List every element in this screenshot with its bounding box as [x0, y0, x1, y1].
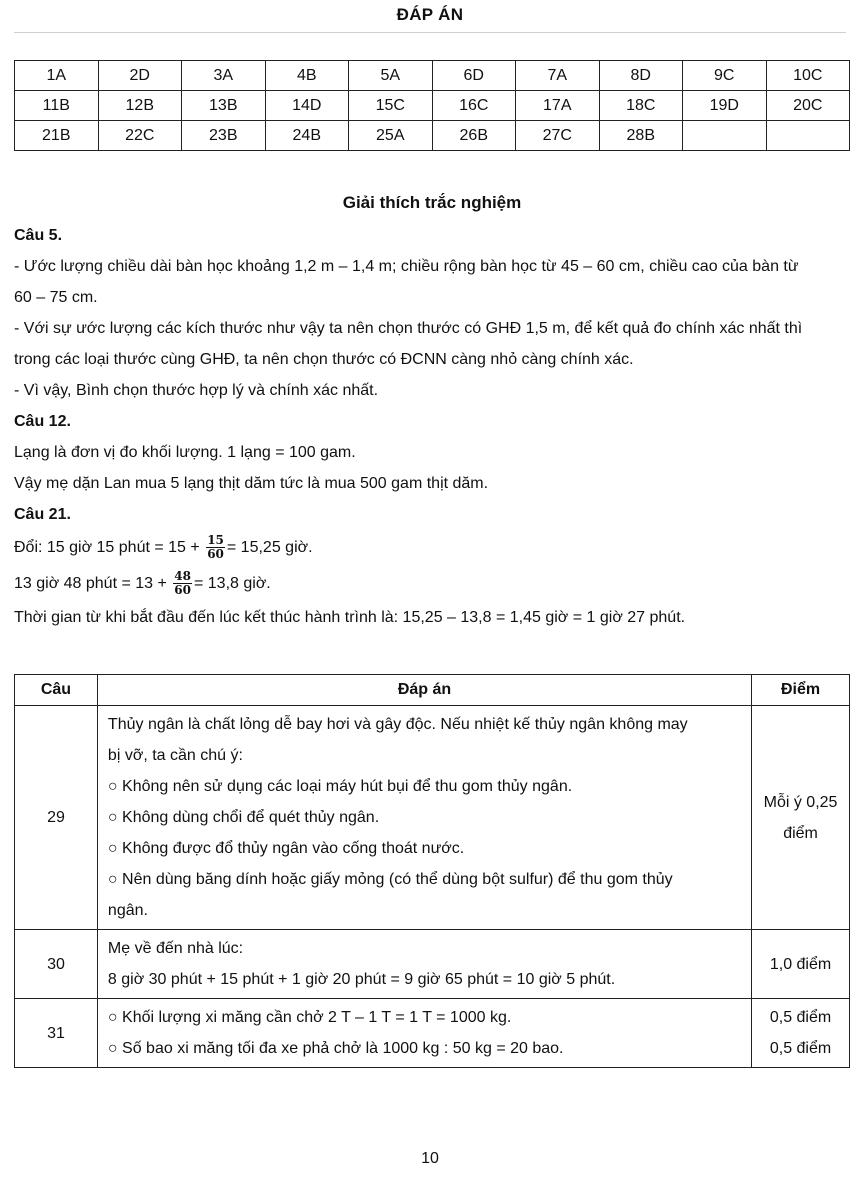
q5-line: - Vì vậy, Bình chọn thước hợp lý và chính xác nhất.	[14, 382, 379, 399]
answer-line: ○ Khối lượng xi măng cần chở 2 T – 1 T = 1 T = 1000 kg.	[107, 1009, 512, 1026]
q21-heading: Câu 21.	[14, 506, 71, 523]
answer-cell: 16C	[432, 91, 516, 121]
q5-line: trong các loại thước cùng GHĐ, ta nên chọn thước có ĐCNN càng nhỏ càng chính xác.	[14, 351, 634, 368]
answer-cell: 17A	[516, 91, 600, 121]
answer-line: ○ Không được đổ thủy ngân vào cống thoát nước.	[107, 840, 465, 857]
answer-content	[97, 999, 751, 1068]
scoring-header-row	[15, 675, 850, 706]
answer-content	[97, 706, 751, 930]
fraction-numerator: 15	[207, 533, 224, 548]
fraction-denominator: 60	[174, 583, 191, 598]
answer-line: Mẹ về đến nhà lúc:	[107, 940, 244, 957]
answer-cell: 21B	[15, 121, 99, 151]
answer-cell: 2D	[98, 61, 182, 91]
answer-cell: 4B	[265, 61, 349, 91]
score-cell	[752, 999, 850, 1068]
q5-line: - Với sự ước lượng các kích thước như vậy ta nên chọn thước có GHĐ 1,5 m, để kết quả đo chính xác nhất thì	[14, 320, 803, 337]
answer-cell	[683, 121, 767, 151]
scoring-row	[15, 706, 850, 930]
answer-cell: 8D	[599, 61, 683, 91]
score-line: điểm	[783, 824, 818, 842]
answer-line: ○ Số bao xi măng tối đa xe phả chở là 1000 kg : 50 kg = 20 bao.	[107, 1040, 564, 1057]
q21-conversion-line-2	[14, 566, 850, 602]
answer-cell: 20C	[766, 91, 850, 121]
answer-cell: 9C	[683, 61, 767, 91]
answer-line: ○ Nên dùng băng dính hoặc giấy mỏng (có thể dùng bột sulfur) để thu gom thủy	[107, 871, 673, 888]
scoring-body	[15, 706, 850, 1068]
score-line: 0,5 điểm	[769, 1040, 832, 1057]
q21-line2-suffix: = 13,8 giờ.	[193, 575, 271, 592]
q5-line: - Ước lượng chiều dài bàn học khoảng 1,2 m – 1,4 m; chiều rộng bàn học từ 45 – 60 cm, chiều cao của bàn từ	[14, 258, 799, 275]
answer-cell: 5A	[349, 61, 433, 91]
q12-line: Vậy mẹ dặn Lan mua 5 lạng thịt dăm tức là mua 500 gam thịt dăm.	[14, 475, 489, 492]
answer-key-table	[14, 60, 850, 151]
answer-cell: 23B	[182, 121, 266, 151]
answer-cell: 26B	[432, 121, 516, 151]
answer-cell: 18C	[599, 91, 683, 121]
answer-key-body	[15, 61, 850, 151]
fraction-numerator: 48	[174, 569, 191, 584]
answer-row	[15, 61, 850, 91]
page-number: 10	[421, 1150, 439, 1167]
answer-cell: 7A	[516, 61, 600, 91]
answer-line: 8 giờ 30 phút + 15 phút + 1 giờ 20 phút = 9 giờ 65 phút = 10 giờ 5 phút.	[107, 971, 616, 988]
q12-line: Lạng là đơn vị đo khối lượng. 1 lạng = 100 gam.	[14, 444, 356, 461]
answer-line: bị vỡ, ta cần chú ý:	[107, 747, 243, 764]
answer-cell: 27C	[516, 121, 600, 151]
answer-content	[97, 930, 751, 999]
answer-cell: 25A	[349, 121, 433, 151]
answer-line: ○ Không nên sử dụng các loại máy hút bụi để thu gom thủy ngân.	[107, 778, 573, 795]
header-question: Câu	[15, 675, 98, 706]
fraction	[173, 570, 192, 597]
answer-cell: 10C	[766, 61, 850, 91]
fraction	[206, 534, 225, 561]
header-answer: Đáp án	[97, 675, 751, 706]
q5-heading: Câu 5.	[14, 227, 63, 244]
score-line: 1,0 điểm	[769, 955, 832, 973]
answer-cell: 24B	[265, 121, 349, 151]
score-line: 0,5 điểm	[769, 1009, 832, 1026]
q21-line1-suffix: = 15,25 giờ.	[226, 539, 313, 556]
answer-row	[15, 121, 850, 151]
answer-cell: 6D	[432, 61, 516, 91]
q21-conversion-line-1	[14, 530, 850, 566]
score-cell	[752, 930, 850, 999]
answer-cell	[766, 121, 850, 151]
page-title: ĐÁP ÁN	[396, 5, 464, 24]
answer-cell: 19D	[683, 91, 767, 121]
answer-cell: 12B	[98, 91, 182, 121]
fraction-denominator: 60	[207, 547, 224, 562]
question-number: 30	[15, 930, 98, 999]
q21-line2-prefix: 13 giờ 48 phút = 13 +	[14, 575, 172, 592]
q12-heading: Câu 12.	[14, 413, 71, 430]
answer-cell: 28B	[599, 121, 683, 151]
page-header	[14, 0, 846, 33]
question-number: 29	[15, 706, 98, 930]
header-score: Điểm	[752, 675, 850, 706]
question-number: 31	[15, 999, 98, 1068]
score-cell	[752, 706, 850, 930]
q21-line1-prefix: Đổi: 15 giờ 15 phút = 15 +	[14, 539, 205, 556]
answer-row	[15, 91, 850, 121]
answer-cell: 3A	[182, 61, 266, 91]
scoring-row	[15, 999, 850, 1068]
q21-result-line: Thời gian từ khi bắt đầu đến lúc kết thúc hành trình là: 15,25 – 13,8 = 1,45 giờ = 1 giờ 27 phút.	[14, 609, 686, 626]
score-line: Mỗi ý 0,25	[763, 793, 838, 811]
answer-line: Thủy ngân là chất lỏng dễ bay hơi và gây độc. Nếu nhiệt kế thủy ngân không may	[107, 716, 688, 733]
answer-line: ngân.	[107, 902, 148, 919]
answer-line: ○ Không dùng chổi để quét thủy ngân.	[107, 809, 380, 826]
answer-cell: 13B	[182, 91, 266, 121]
answer-cell: 1A	[15, 61, 99, 91]
answer-cell: 11B	[15, 91, 99, 121]
answer-cell: 14D	[265, 91, 349, 121]
explanation-title: Giải thích trắc nghiệm	[342, 193, 522, 212]
explanation-section	[14, 190, 850, 633]
scoring-table	[14, 674, 850, 1068]
q5-line: 60 – 75 cm.	[14, 289, 98, 306]
scoring-row	[15, 930, 850, 999]
answer-cell: 15C	[349, 91, 433, 121]
answer-cell: 22C	[98, 121, 182, 151]
